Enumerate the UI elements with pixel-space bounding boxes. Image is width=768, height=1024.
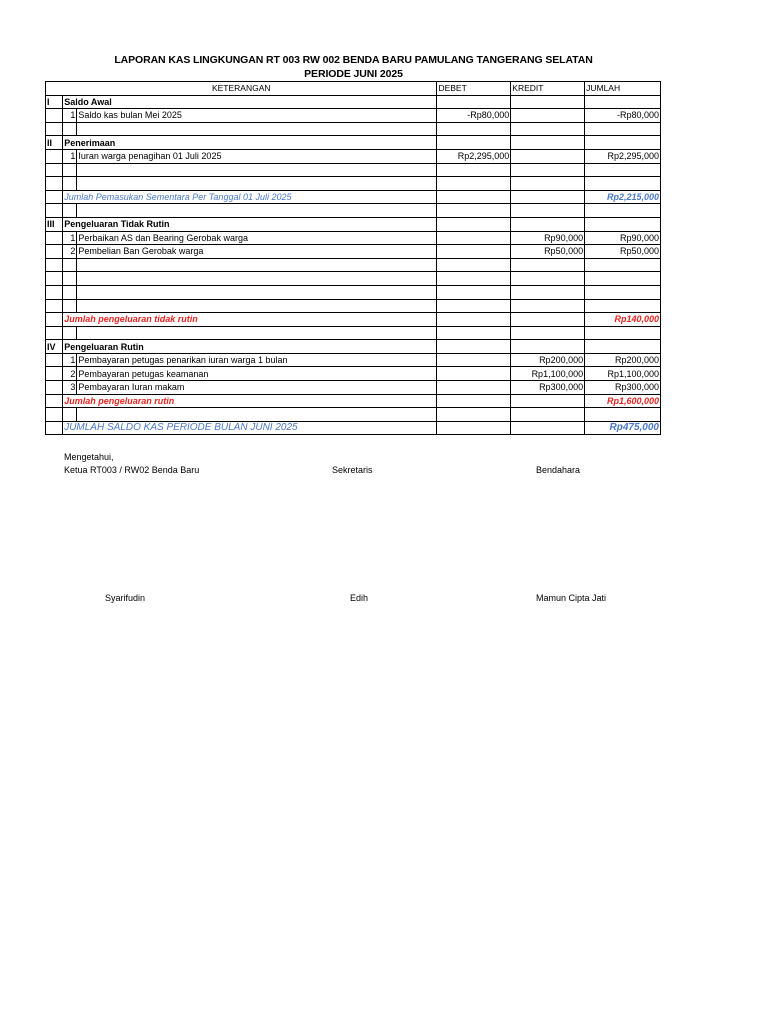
ketua-role: Ketua RT003 / RW02 Benda Baru [64, 465, 200, 475]
section-number: IV [46, 340, 63, 354]
bendahara-name: Mamun Cipta Jati [536, 593, 607, 603]
item-debet: -Rp80,000 [437, 109, 511, 123]
item-number: 1 [63, 109, 77, 123]
section-title: Saldo Awal [63, 95, 437, 109]
subtotal-label: Jumlah Pemasukan Sementara Per Tanggal 01 Juli 2025 [63, 190, 437, 204]
item-description: Pembelian Ban Gerobak warga [77, 245, 437, 259]
total-row [46, 421, 661, 435]
bendahara-role: Bendahara [536, 465, 581, 475]
table-row [46, 149, 661, 163]
table-row [46, 381, 661, 395]
sekretaris-name: Edih [350, 593, 369, 603]
item-number: 2 [63, 245, 77, 259]
empty-row [46, 258, 661, 272]
item-number: 3 [63, 381, 77, 395]
item-kredit [511, 149, 585, 163]
item-description: Perbaikan AS dan Bearing Gerobak warga [77, 231, 437, 245]
item-kredit: Rp50,000 [511, 245, 585, 259]
item-jumlah: Rp300,000 [585, 381, 661, 395]
section-title: Pengeluaran Rutin [63, 340, 437, 354]
section-row [46, 136, 661, 150]
header-row [46, 82, 661, 96]
item-debet [437, 231, 511, 245]
table-row [46, 109, 661, 123]
subtotal-value: Rp1,600,000 [585, 394, 661, 408]
item-kredit: Rp300,000 [511, 381, 585, 395]
item-debet [437, 245, 511, 259]
item-jumlah: Rp1,100,000 [585, 367, 661, 381]
item-description: Saldo kas bulan Mei 2025 [77, 109, 437, 123]
header-kredit: KREDIT [511, 82, 585, 96]
empty-row [46, 177, 661, 191]
section-row [46, 340, 661, 354]
subtotal-row [46, 313, 661, 327]
item-number: 2 [63, 367, 77, 381]
empty-row [46, 299, 661, 313]
header-debet: DEBET [437, 82, 511, 96]
ledger-table [45, 81, 661, 435]
total-label: JUMLAH SALDO KAS PERIODE BULAN JUNI 2025 [63, 421, 437, 435]
item-description: Pembayaran petugas penarikan iuran warga 1 bulan [77, 353, 437, 367]
subtotal-value: Rp140,000 [585, 313, 661, 327]
section-row [46, 217, 661, 231]
item-jumlah: Rp50,000 [585, 245, 661, 259]
subtotal-row [46, 394, 661, 408]
header-keterangan: KETERANGAN [46, 82, 437, 96]
table-row [46, 353, 661, 367]
item-debet: Rp2,295,000 [437, 149, 511, 163]
report-period: PERIODE JUNI 2025 [304, 68, 403, 80]
item-number: 1 [63, 353, 77, 367]
item-kredit: Rp1,100,000 [511, 367, 585, 381]
item-jumlah: Rp200,000 [585, 353, 661, 367]
empty-row [46, 204, 661, 218]
empty-row [46, 326, 661, 340]
sekretaris-role: Sekretaris [332, 465, 373, 475]
section-title: Pengeluaran Tidak Rutin [63, 217, 437, 231]
item-kredit: Rp200,000 [511, 353, 585, 367]
item-jumlah: Rp2,295,000 [585, 149, 661, 163]
subtotal-label: Jumlah pengeluaran tidak rutin [63, 313, 437, 327]
item-debet [437, 367, 511, 381]
acknowledgement-label: Mengetahui, [64, 452, 114, 462]
item-number: 1 [63, 231, 77, 245]
empty-row [46, 163, 661, 177]
item-description: Pembayaran Iuran makam [77, 381, 437, 395]
item-debet [437, 381, 511, 395]
item-jumlah: -Rp80,000 [585, 109, 661, 123]
item-description: Iuran warga penagihan 01 Juli 2025 [77, 149, 437, 163]
empty-row [46, 272, 661, 286]
item-debet [437, 353, 511, 367]
ketua-name: Syarifudin [105, 593, 146, 603]
table-row [46, 367, 661, 381]
table-row [46, 231, 661, 245]
empty-row [46, 408, 661, 422]
empty-row [46, 285, 661, 299]
header-jumlah: JUMLAH [585, 82, 661, 96]
item-kredit [511, 109, 585, 123]
section-number: III [46, 217, 63, 231]
table-row [46, 245, 661, 259]
report-title: LAPORAN KAS LINGKUNGAN RT 003 RW 002 BENDA BARU PAMULANG TANGERANG SELATAN [114, 54, 593, 66]
section-row [46, 95, 661, 109]
section-number: II [46, 136, 63, 150]
item-jumlah: Rp90,000 [585, 231, 661, 245]
section-number: I [46, 95, 63, 109]
subtotal-row [46, 190, 661, 204]
subtotal-value: Rp2,215,000 [585, 190, 661, 204]
item-kredit: Rp90,000 [511, 231, 585, 245]
empty-row [46, 122, 661, 136]
subtotal-label: Jumlah pengeluaran rutin [63, 394, 437, 408]
item-description: Pembayaran petugas keamanan [77, 367, 437, 381]
total-value: Rp475,000 [585, 421, 661, 435]
section-title: Penerimaan [63, 136, 437, 150]
item-number: 1 [63, 149, 77, 163]
